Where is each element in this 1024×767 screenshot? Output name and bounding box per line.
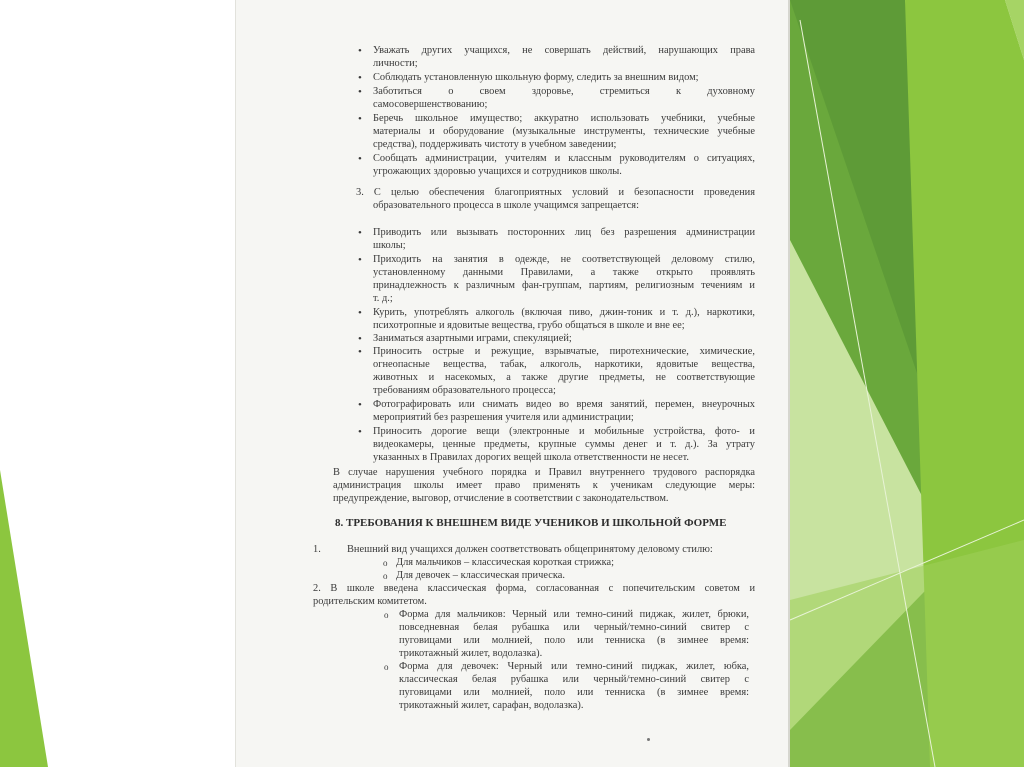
text-line: 2. В школе введена классическая форма, согласованная с попечительским советом и xyxy=(313,583,755,594)
text-line: образовательного процесса в школе учащимся запрещается: xyxy=(373,200,639,211)
text-line: требованиям образовательного процесса; xyxy=(373,385,556,396)
text-line: 3. С целью обеспечения благоприятных условий и безопасности проведения xyxy=(356,187,755,198)
sub-bullet: o xyxy=(383,558,388,568)
text-line: повседневная белая рубашка или черный/темно-синий свитер с xyxy=(399,622,749,633)
bullet: • xyxy=(358,399,362,411)
item-number: 1. xyxy=(313,544,321,555)
document-text xyxy=(235,0,790,767)
sub-bullet: o xyxy=(383,571,388,581)
text-line: Курить, употреблять алкоголь (включая пиво, джин-тоник и т. д.), наркотики, xyxy=(373,307,755,318)
bullet: • xyxy=(358,227,362,239)
text-line: Для мальчиков – классическая короткая стрижка; xyxy=(396,557,614,568)
text-line: Уважать других учащихся, не совершать действий, нарушающих права xyxy=(373,45,755,56)
text-line: Форма для девочек: Черный или темно-синий пиджак, жилет, юбка, xyxy=(399,661,749,672)
text-line: личности; xyxy=(373,58,418,69)
document-page xyxy=(235,0,790,767)
bullet: • xyxy=(358,333,362,345)
text-line: трикотажный жилет, сарафан, водолазка). xyxy=(399,700,584,711)
text-line: Сообщать администрации, учителям и классным руководителям о ситуациях, xyxy=(373,153,755,164)
text-line: Приводить или вызывать посторонних лиц без разрешения администрации xyxy=(373,227,755,238)
text-line: мероприятий без разрешения учителя или администрации; xyxy=(373,412,634,423)
text-line: Беречь школьное имущество; аккуратно использовать учебники, учебные xyxy=(373,113,755,124)
text-line: угрожающих здоровью учащихся и сотрудников школы. xyxy=(373,166,622,177)
bullet: • xyxy=(358,254,362,266)
text-line: материалы и оборудование (музыкальные инструменты, технические учебные xyxy=(373,126,755,137)
bullet: • xyxy=(358,86,362,98)
text-line: принадлежность к различным фан-группам, партиям, религиозным течениям и xyxy=(373,280,755,291)
bullet: • xyxy=(358,307,362,319)
bullet: • xyxy=(358,113,362,125)
sub-bullet: o xyxy=(384,662,389,672)
text-line: пуговицами или молнией, поло или тенниска (в зимнее время: xyxy=(399,687,749,698)
text-line: школы; xyxy=(373,240,406,251)
text-line: огнеопасные вещества, табак, алкоголь, наркотики, ядовитые вещества, xyxy=(373,359,755,370)
text-line: Фотографировать или снимать видео во время занятий, перемен, внеурочных xyxy=(373,399,755,410)
text-line: психотропные и ядовитые вещества, грубо общаться в школе и вне ее; xyxy=(373,320,685,331)
text-line: Заниматься азартными играми, спекуляцией; xyxy=(373,333,572,344)
text-line: т. д.; xyxy=(373,293,393,304)
text-line: Приходить на занятия в одежде, не соответствующей деловому стилю, xyxy=(373,254,755,265)
text-line: Внешний вид учащихся должен соответствовать общепринятому деловому стилю: xyxy=(347,544,713,555)
bullet: • xyxy=(358,45,362,57)
text-line: средства), поддерживать чистоту в учебном заведении; xyxy=(373,139,617,150)
section-heading: 8. ТРЕБОВАНИЯ К ВНЕШНЕМ ВИДЕ УЧЕНИКОВ И ШКОЛЬНОЙ ФОРМЕ xyxy=(335,517,727,529)
text-line: пуговицами или молнией, поло или тенниска (в зимнее время: xyxy=(399,635,749,646)
text-line: Форма для мальчиков: Черный или темно-синий пиджак, жилет, брюки, xyxy=(399,609,749,620)
text-line: Заботиться о своем здоровье, стремиться к духовному xyxy=(373,86,755,97)
text-line: Для девочек – классическая прическа. xyxy=(396,570,565,581)
text-line: трикотажный жилет, водолазка). xyxy=(399,648,543,659)
text-line: Соблюдать установленную школьную форму, следить за внешним видом; xyxy=(373,72,699,83)
text-line: предупреждение, выговор, отчисление в соответствии с законодательством. xyxy=(333,493,669,504)
text-line: Приносить дорогие вещи (электронные и мобильные устройства, фото- и xyxy=(373,426,755,437)
text-line: самосовершенствованию; xyxy=(373,99,488,110)
text-line: животных и насекомых, а также другие предметы, не соответствующие xyxy=(373,372,755,383)
text-line: администрация школы имеет право применять к ученикам следующие меры: xyxy=(333,480,755,491)
text-line: Приносить острые и режущие, взрывчатые, пиротехнические, химические, xyxy=(373,346,755,357)
text-line: установленному данными Правилами, а также открыто проявлять xyxy=(373,267,755,278)
text-line: указанных в Правилах дорогих вещей школа ответственности не несет. xyxy=(373,452,689,463)
left-green-stripe xyxy=(0,470,48,767)
text-line: классическая белая рубашка или черный/темно-синий свитер с xyxy=(399,674,749,685)
text-line: видеокамеры, ценные предметы, крупные суммы денег и т. д.). За утрату xyxy=(373,439,755,450)
bullet: • xyxy=(358,346,362,358)
page-mark-dot xyxy=(647,738,650,741)
bullet: • xyxy=(358,426,362,438)
text-line: родительским комитетом. xyxy=(313,596,427,607)
sub-bullet: o xyxy=(384,610,389,620)
text-line: В случае нарушения учебного порядка и Правил внутреннего трудового распорядка xyxy=(333,467,755,478)
bullet: • xyxy=(358,153,362,165)
bullet: • xyxy=(358,72,362,84)
